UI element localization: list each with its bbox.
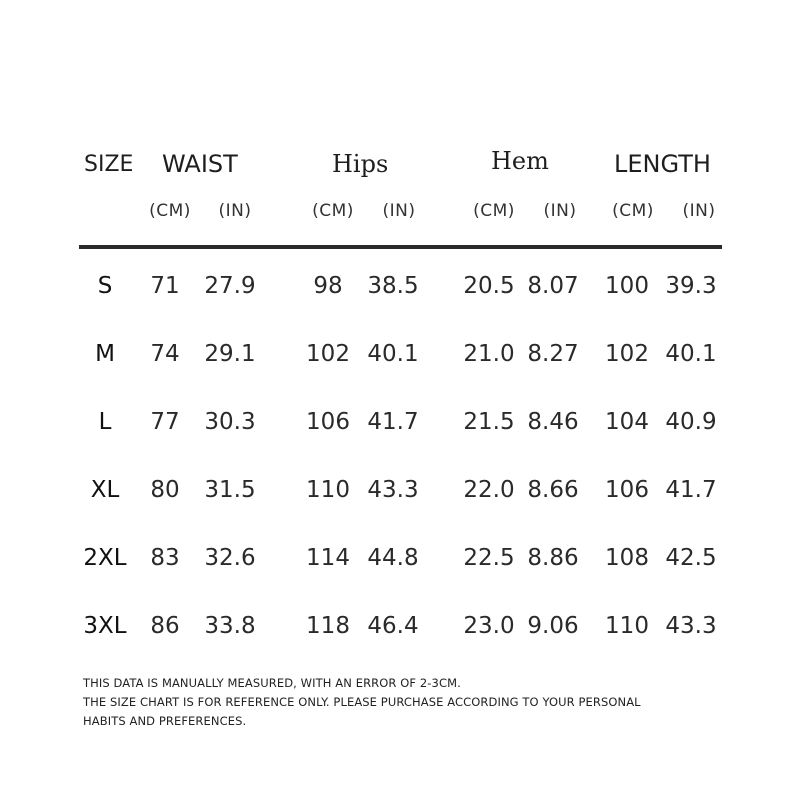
hips-in-value: 43.3 — [367, 477, 419, 503]
waist-header: WAIST — [162, 150, 238, 178]
length-header: LENGTH — [614, 150, 711, 178]
hips-header: Hips — [332, 150, 389, 178]
waist-in-value: 31.5 — [204, 477, 256, 503]
hem-cm-value: 20.5 — [463, 273, 515, 299]
size-column-header: SIZE — [84, 152, 134, 177]
hips-in-value: 38.5 — [367, 273, 419, 299]
waist-cm-value: 74 — [150, 341, 180, 367]
waist-in-value: 29.1 — [204, 341, 256, 367]
hem-cm-value: 22.0 — [463, 477, 515, 503]
table-row — [0, 606, 800, 646]
hips-in-value: 41.7 — [367, 409, 419, 435]
hips-cm-value: 106 — [306, 409, 350, 435]
length-cm-value: 106 — [605, 477, 649, 503]
table-row — [0, 470, 800, 510]
size-label: 2XL — [83, 545, 127, 571]
hem-cm-value: 21.5 — [463, 409, 515, 435]
hips-cm-value: 98 — [313, 273, 343, 299]
length-cm-value: 102 — [605, 341, 649, 367]
hips-in-value: 40.1 — [367, 341, 419, 367]
hem-cm-value: 23.0 — [463, 613, 515, 639]
hem-cm-value: 22.5 — [463, 545, 515, 571]
hips-in-value: 44.8 — [367, 545, 419, 571]
length-in-value: 41.7 — [665, 477, 717, 503]
waist-in-value: 32.6 — [204, 545, 256, 571]
table-row — [0, 402, 800, 442]
size-label: M — [95, 341, 115, 367]
hem-in-value: 9.06 — [527, 613, 579, 639]
waist-cm-value: 83 — [150, 545, 180, 571]
hem-in-value: 8.66 — [527, 477, 579, 503]
header-divider — [79, 245, 722, 249]
reference-note-continued: HABITS AND PREFERENCES. — [83, 714, 247, 728]
waist-cm-value: 86 — [150, 613, 180, 639]
hips-in-value: 46.4 — [367, 613, 419, 639]
waist-cm-unit: (CM) — [149, 201, 191, 221]
size-label: XL — [90, 477, 120, 503]
table-row — [0, 266, 800, 306]
hem-in-value: 8.27 — [527, 341, 579, 367]
length-cm-value: 110 — [605, 613, 649, 639]
length-cm-value: 104 — [605, 409, 649, 435]
waist-cm-value: 77 — [150, 409, 180, 435]
table-row — [0, 334, 800, 374]
hips-cm-value: 102 — [306, 341, 350, 367]
length-in-value: 39.3 — [665, 273, 717, 299]
size-label: S — [97, 273, 113, 299]
waist-in-value: 33.8 — [204, 613, 256, 639]
hem-in-value: 8.86 — [527, 545, 579, 571]
hips-cm-value: 118 — [306, 613, 350, 639]
length-cm-unit: (CM) — [612, 201, 654, 221]
waist-cm-value: 80 — [150, 477, 180, 503]
hips-cm-unit: (CM) — [312, 201, 354, 221]
hem-in-value: 8.07 — [527, 273, 579, 299]
table-row — [0, 538, 800, 578]
hem-cm-unit: (CM) — [473, 201, 515, 221]
waist-in-value: 30.3 — [204, 409, 256, 435]
waist-in-unit: (IN) — [218, 201, 252, 221]
reference-note: THE SIZE CHART IS FOR REFERENCE ONLY. PLEASE PURCHASE ACCORDING TO YOUR PERSONAL — [83, 695, 641, 709]
hem-in-value: 8.46 — [527, 409, 579, 435]
hem-header: Hem — [491, 147, 549, 175]
length-in-value: 40.1 — [665, 341, 717, 367]
hem-in-unit: (IN) — [543, 201, 577, 221]
length-in-value: 43.3 — [665, 613, 717, 639]
size-label: 3XL — [83, 613, 127, 639]
waist-in-value: 27.9 — [204, 273, 256, 299]
waist-cm-value: 71 — [150, 273, 180, 299]
measurement-note: THIS DATA IS MANUALLY MEASURED, WITH AN ERROR OF 2-3CM. — [83, 676, 461, 690]
hips-cm-value: 110 — [306, 477, 350, 503]
hips-cm-value: 114 — [306, 545, 350, 571]
length-in-value: 42.5 — [665, 545, 717, 571]
hem-cm-value: 21.0 — [463, 341, 515, 367]
length-cm-value: 108 — [605, 545, 649, 571]
hips-in-unit: (IN) — [382, 201, 416, 221]
length-cm-value: 100 — [605, 273, 649, 299]
length-in-unit: (IN) — [682, 201, 716, 221]
size-label: L — [98, 409, 112, 435]
length-in-value: 40.9 — [665, 409, 717, 435]
